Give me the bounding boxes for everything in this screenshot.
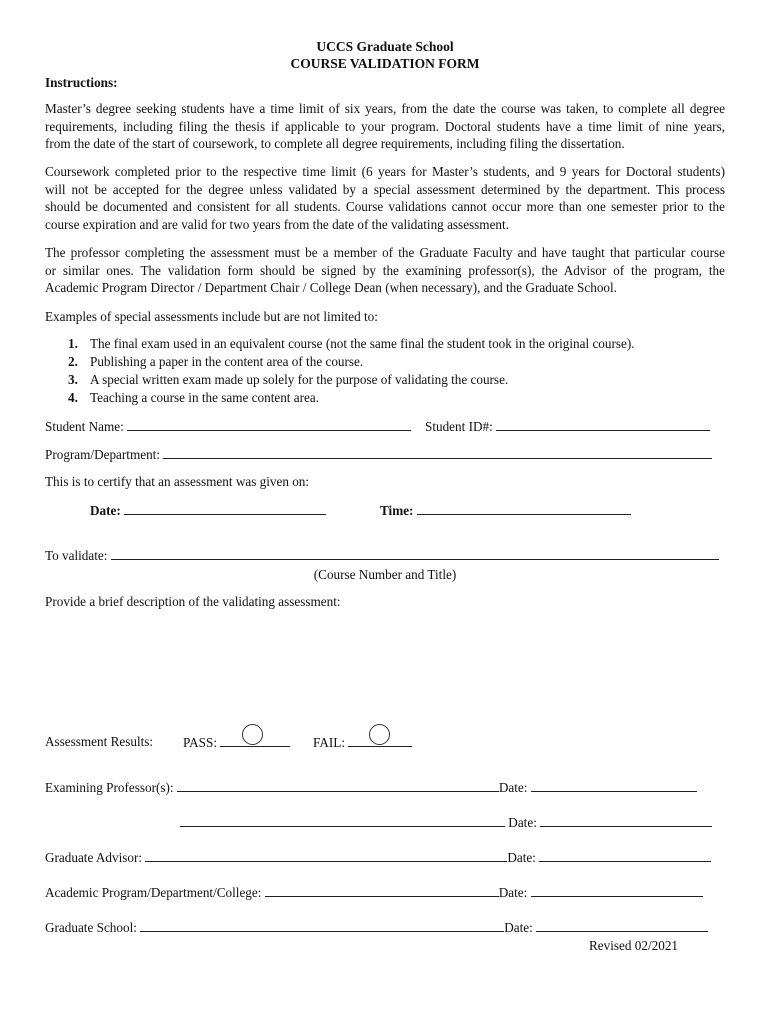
pass-label: PASS: [183, 735, 217, 750]
graduate-school-label: Graduate School: [45, 920, 137, 935]
sig-date-label: Date: [498, 885, 528, 900]
instructions-paragraph-professor [45, 244, 725, 297]
paragraph-line: Academic Program Director / Department Chair / College Dean (when necessary), and the Graduate School. [45, 280, 617, 295]
assessment-time-row [380, 501, 631, 520]
paragraph-line: requirements, including filing the thesis if applicable to your program. Doctoral students have a time limit of nine years, [45, 118, 725, 134]
list-item: 4. Teaching a course in the same content area. [68, 390, 320, 405]
paragraph-line: The professor completing the assessment must be a member of the Graduate Faculty and have taught that particular course [45, 245, 725, 260]
fail-label: FAIL: [313, 735, 345, 750]
list-item: 2. Publishing a paper in the content area of the course. [68, 354, 364, 369]
paragraph-line: or similar ones. The validation form should be signed by the examining professor(s), the Advisor of the program, the [45, 262, 725, 278]
sig-date-label: Date: [504, 920, 533, 935]
list-item: 1. The final exam used in an equivalent course (not the same final the student took in the original course). [68, 336, 635, 351]
academic-program-date[interactable] [531, 883, 703, 897]
paragraph-line: will not be accepted for the degree unless validated by a special assessment determined by the department. This process [45, 181, 725, 197]
examining-professor-row [45, 778, 697, 797]
student-name-row [45, 417, 411, 436]
paragraph-line: Master’s degree seeking students have a time limit of six years, from the date the course was taken, to complete all degree [45, 101, 725, 116]
second-professor-row [180, 813, 712, 832]
assessment-time-field[interactable] [417, 501, 631, 515]
validate-row [45, 546, 719, 565]
assessment-date-row [90, 501, 326, 520]
student-name-label: Student Name: [45, 419, 124, 434]
fail-radio[interactable] [369, 724, 390, 745]
examining-professor-signature[interactable] [177, 778, 499, 792]
sig-date-label: Date: [498, 780, 528, 795]
paragraph-line: should be documented and consistent for all students. Course validations cannot occur more than one semester prior to the [45, 199, 725, 214]
second-professor-date[interactable] [540, 813, 712, 827]
graduate-advisor-row [45, 848, 711, 867]
academic-program-label: Academic Program/Department/College: [45, 885, 262, 900]
date-label: Date: [90, 503, 121, 518]
program-row [45, 445, 712, 464]
course-field[interactable] [111, 546, 719, 560]
graduate-advisor-label: Graduate Advisor: [45, 850, 143, 865]
graduate-school-date[interactable] [536, 918, 708, 932]
school-title: UCCS Graduate School [316, 39, 454, 54]
examining-professor-label: Examining Professor(s): [45, 780, 174, 795]
description-area[interactable] [45, 614, 725, 714]
examining-professor-date[interactable] [531, 778, 697, 792]
validate-label: To validate: [45, 548, 108, 563]
sig-date-label: Date: [508, 815, 537, 830]
student-id-row [425, 417, 710, 436]
student-id-label: Student ID#: [425, 419, 493, 434]
revised-date: Revised 02/2021 [589, 938, 679, 953]
graduate-advisor-signature[interactable] [145, 848, 507, 862]
fail-row [313, 733, 412, 752]
sig-date-label: Date: [507, 850, 536, 865]
pass-radio[interactable] [242, 724, 263, 745]
second-professor-signature[interactable] [180, 813, 505, 827]
academic-program-signature[interactable] [265, 883, 499, 897]
program-field[interactable] [163, 445, 712, 459]
form-title: COURSE VALIDATION FORM [290, 56, 480, 71]
instructions-heading: Instructions: [45, 75, 118, 90]
paragraph-line: Coursework completed prior to the respective time limit (6 years for Master’s students, and 9 years for Doctoral students) [45, 164, 725, 179]
paragraph-line: course expiration and are valid for two years from the date of the validating assessment. [45, 216, 509, 232]
examples-intro: Examples of special assessments include but are not limited to: [45, 309, 378, 324]
student-name-field[interactable] [127, 417, 411, 431]
list-item: 3. A special written exam made up solely for the purpose of validating the course. [68, 372, 509, 387]
instructions-paragraph-time-limit [45, 100, 725, 153]
paragraph-line: from the date of the start of coursework, to complete all degree requirements, including filing the dissertation. [45, 136, 625, 151]
certify-text: This is to certify that an assessment was given on: [45, 474, 310, 489]
student-id-field[interactable] [496, 417, 710, 431]
graduate-school-row [45, 918, 708, 937]
academic-program-row [45, 883, 703, 902]
program-label: Program/Department: [45, 447, 160, 462]
instructions-paragraph-validation [45, 163, 725, 233]
results-label: Assessment Results: [45, 734, 154, 749]
assessment-date-field[interactable] [124, 501, 326, 515]
description-label: Provide a brief description of the validating assessment: [45, 594, 341, 609]
time-label: Time: [380, 503, 414, 518]
examples-list [68, 335, 635, 407]
pass-row [183, 733, 290, 752]
graduate-school-signature[interactable] [140, 918, 504, 932]
course-caption: (Course Number and Title) [313, 567, 457, 582]
graduate-advisor-date[interactable] [539, 848, 711, 862]
